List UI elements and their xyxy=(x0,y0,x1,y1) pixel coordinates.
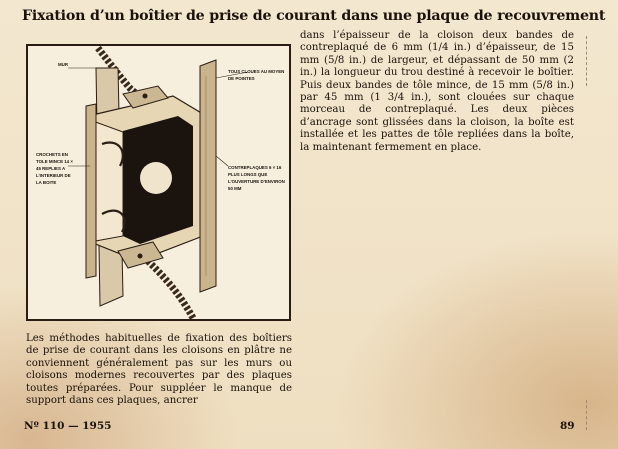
outlet-box-illustration xyxy=(26,44,291,321)
page-number: 89 xyxy=(560,420,575,432)
margin-rule xyxy=(586,36,588,86)
label-nails: TOUS CLOUES AU MOYEN DE POINTES xyxy=(228,69,285,81)
article-title: Fixation d’un boîtier de prise de courant dans une plaque de recouvrement xyxy=(22,8,606,24)
issue-number: Nº 110 — 1955 xyxy=(24,420,112,432)
left-column-text: Les méthodes habituelles de fixation des boîtiers de prise de courant dans les cloisons en plâtre ne conviennent généralement pas sur les murs ou cloisons modernes recouvertes par des plaques toutes préparées. Pour suppléer le manque de support dans ces plaques, ancrer xyxy=(26,333,292,407)
label-wall: MUR xyxy=(58,62,68,67)
label-plywood: CONTREPLAQUES 6 × 16 PLUS LONGS QUE L’OUVERTURE D’ENVIRON 50 MM xyxy=(228,165,285,191)
label-hooks: CROCHETS EN TOLE MINCE 14 × 45 REPLIES A L’INTERIEUR DE LA BOITE xyxy=(36,152,73,185)
margin-rule-bottom xyxy=(586,400,588,430)
right-column-text: dans l’épaisseur de la cloison deux bandes de contreplaqué de 6 mm (1/4 in.) d’épaisseur, de 15 mm (5/8 in.) de largeur, et dépassant de 50 mm (2 in.) la longueur du trou destiné à recevoir le boîtier. Puis deux bandes de tôle mince, de 15 mm (5/8 in.) par 45 mm (1 3/4 in.), sont clouées sur chaque morceau de contreplaqué. Les deux pièces d’ancrage sont glissées dans la cloison, la boîte est installée et les pattes de tôle repliées dans la boîte, la maintenant fermement en place. xyxy=(300,30,574,153)
